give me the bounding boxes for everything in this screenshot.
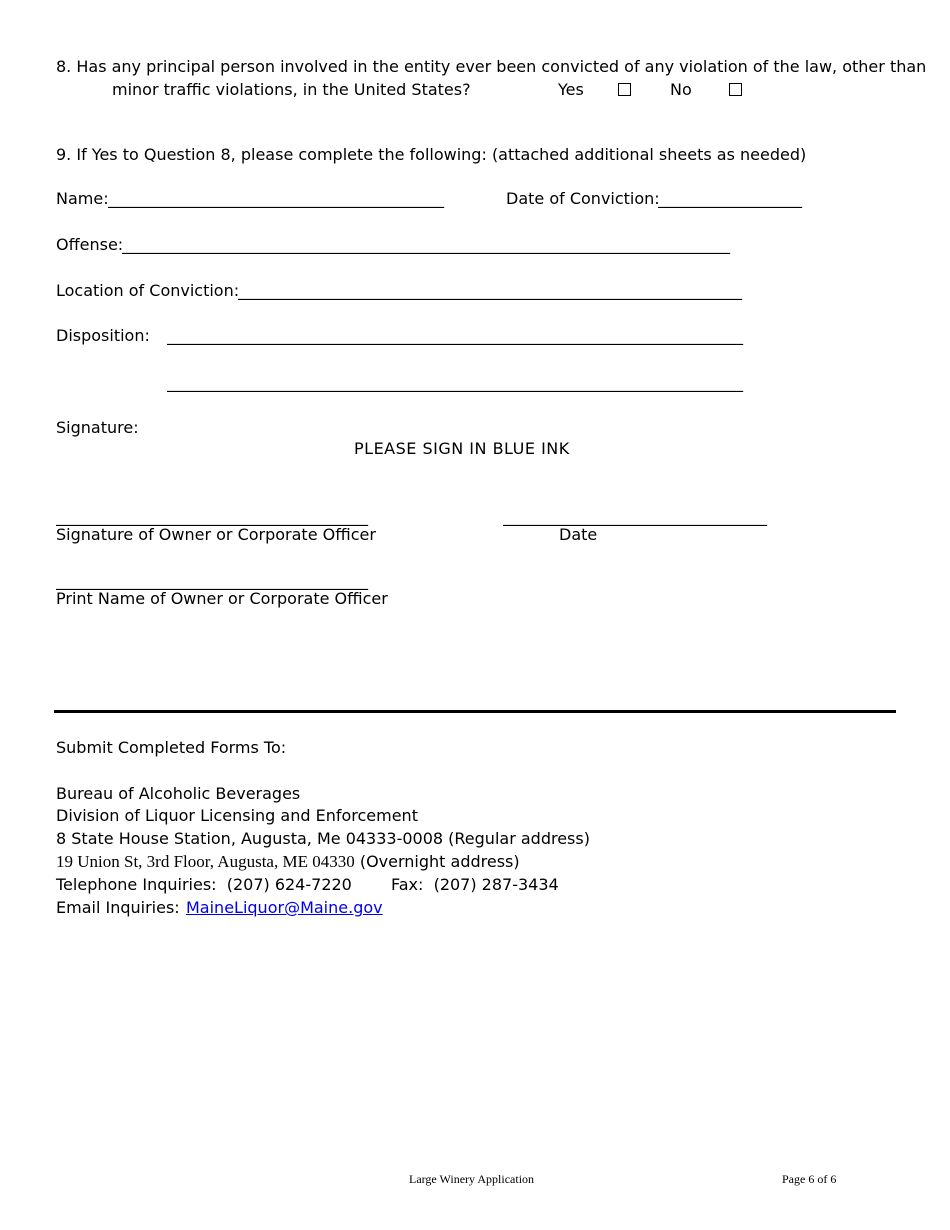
address-line-overnight	[56, 852, 520, 872]
signature-heading: Signature:	[56, 418, 139, 437]
print-name-label: Print Name of Owner or Corporate Officer	[56, 589, 388, 608]
submit-heading: Submit Completed Forms To:	[56, 738, 287, 757]
telephone-inquiries: Telephone Inquiries: (207) 624-7220	[56, 875, 352, 894]
signature-date-field[interactable]: _________________________________	[503, 507, 767, 526]
location-field[interactable]: _______________________________________________________________	[238, 281, 742, 300]
location-label: Location of Conviction:	[56, 281, 240, 300]
address-line-bureau: Bureau of Alcoholic Beverages	[56, 784, 301, 803]
footer-title: Large Winery Application	[409, 1172, 535, 1186]
section-divider	[54, 710, 896, 713]
email-inquiries-label: Email Inquiries:	[56, 898, 180, 917]
name-label: Name:	[56, 189, 109, 208]
offense-field[interactable]: ____________________________________________________________________________	[122, 235, 730, 254]
date-of-conviction-label: Date of Conviction:	[506, 189, 660, 208]
disposition-label: Disposition:	[56, 326, 150, 345]
page-number: Page 6 of 6	[782, 1172, 837, 1186]
yes-checkbox[interactable]	[618, 83, 631, 96]
offense-label: Offense:	[56, 235, 124, 254]
yes-label: Yes	[558, 80, 584, 99]
name-field[interactable]: __________________________________________	[108, 189, 444, 208]
owner-signature-field[interactable]: _______________________________________	[56, 507, 368, 526]
print-name-field[interactable]: _______________________________________	[56, 571, 368, 590]
address-line-regular: 8 State House Station, Augusta, Me 04333-0008 (Regular address)	[56, 829, 590, 848]
date-of-conviction-field[interactable]: __________________	[658, 189, 802, 208]
fax-number: Fax: (207) 287-3434	[391, 875, 559, 894]
address-line-division: Division of Liquor Licensing and Enforcement	[56, 806, 418, 825]
email-link[interactable]: MaineLiquor@Maine.gov	[186, 898, 383, 917]
owner-signature-label: Signature of Owner or Corporate Officer	[56, 525, 376, 544]
question-9-intro: 9. If Yes to Question 8, please complete the following: (attached additional sheets as needed)	[56, 145, 807, 164]
question-8-line-1: 8. Has any principal person involved in the entity ever been convicted of any violation of the law, other than	[56, 57, 927, 76]
question-8-line-2: minor traffic violations, in the United States?	[112, 80, 471, 99]
no-checkbox[interactable]	[729, 83, 742, 96]
signature-date-label: Date	[559, 525, 598, 544]
no-label: No	[670, 80, 692, 99]
sign-in-blue-ink-instruction: PLEASE SIGN IN BLUE INK	[354, 439, 570, 458]
disposition-field-1[interactable]: ________________________________________________________________________	[167, 326, 743, 345]
overnight-address-note: (Overnight address)	[354, 852, 520, 871]
overnight-street-address: 19 Union St, 3rd Floor, Augusta, ME 04330	[56, 852, 355, 871]
disposition-field-2[interactable]: ________________________________________________________________________	[167, 373, 743, 392]
